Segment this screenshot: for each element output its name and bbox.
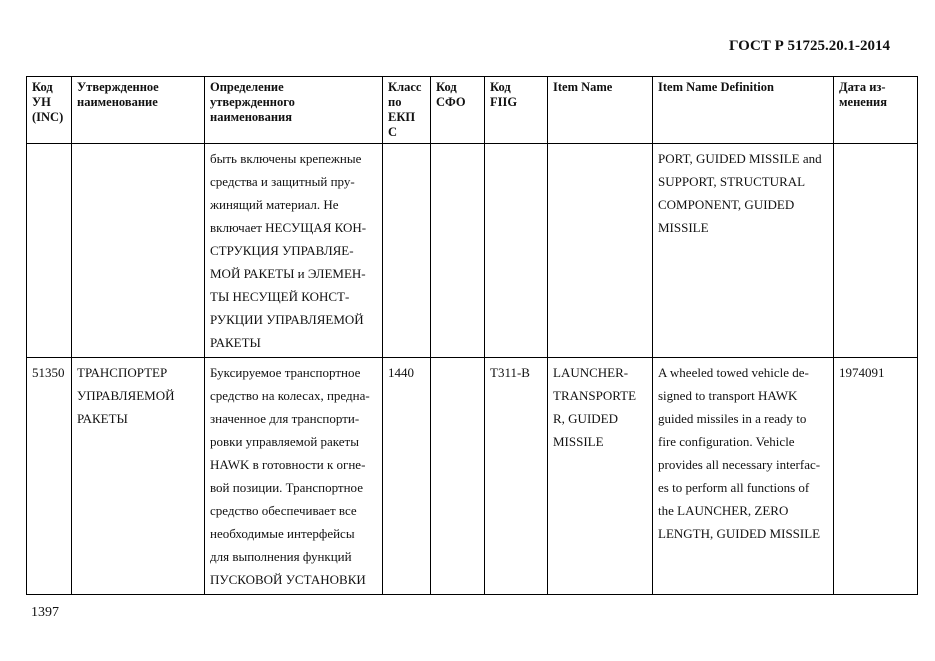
header-col-sfo-code (431, 77, 485, 144)
cell-line: TRANSPORTE (553, 388, 637, 403)
cell-line: вой позиции. Транспортное (210, 480, 363, 495)
header-line: утвержденного (210, 95, 295, 109)
cell-line: LAUNCHER- (553, 365, 629, 380)
cell-line: R, GUIDED (553, 411, 618, 426)
gost-table (26, 76, 918, 595)
cell-line: значенное для транспорти- (210, 411, 360, 426)
cell-inc: 51350 (27, 358, 72, 595)
cell-line: es to perform all functions of (658, 480, 810, 495)
cell-line: A wheeled towed vehicle de- (658, 365, 809, 380)
header-line: по (388, 95, 402, 109)
cell-definition (205, 144, 383, 358)
cell-line: Буксируемое транспортное (210, 365, 361, 380)
cell-sfo-code (431, 144, 485, 358)
header-line: наименования (210, 110, 293, 124)
header-line: Item Name (553, 80, 613, 94)
table-row (27, 358, 918, 595)
cell-line: РАКЕТЫ (77, 411, 128, 426)
cell-ekps-class (383, 144, 431, 358)
header-col-approved-name (72, 77, 205, 144)
cell-definition (205, 358, 383, 595)
header-col-inc (27, 77, 72, 144)
cell-line: ПУСКОВОЙ УСТАНОВКИ (210, 572, 366, 587)
cell-line: provides all necessary interfac- (658, 457, 821, 472)
cell-inc (27, 144, 72, 358)
cell-line: MISSILE (553, 434, 604, 449)
cell-line: SUPPORT, STRUCTURAL (658, 174, 806, 189)
cell-line: РАКЕТЫ (210, 335, 261, 350)
header-line: УН (32, 95, 51, 109)
header-line: Класс (388, 80, 422, 94)
cell-line: ровки управляемой ракеты (210, 434, 359, 449)
cell-line: жинящий материал. Не (210, 197, 339, 212)
cell-line: СТРУКЦИЯ УПРАВЛЯЕ- (210, 243, 354, 258)
header-line: Дата из- (839, 80, 886, 94)
cell-approved-name (72, 144, 205, 358)
cell-line: fire configuration. Vehicle (658, 434, 795, 449)
cell-line: signed to transport HAWK (658, 388, 798, 403)
cell-line: PORT, GUIDED MISSILE and (658, 151, 822, 166)
table-header-row (27, 77, 918, 144)
cell-fiig-code (485, 144, 548, 358)
header-col-definition (205, 77, 383, 144)
document-code: ГОСТ Р 51725.20.1-2014 (728, 38, 890, 54)
cell-line: HAWK в готовности к огне- (210, 457, 366, 472)
cell-line: быть включены крепежные (210, 151, 362, 166)
cell-line: МОЙ РАКЕТЫ и ЭЛЕМЕН- (210, 266, 366, 281)
header-line: FIIG (490, 95, 518, 109)
header-line: Код (490, 80, 511, 94)
cell-fiig-code: T311-B (485, 358, 548, 595)
header-col-item-name-definition (653, 77, 834, 144)
header-line: наименование (77, 95, 158, 109)
cell-sfo-code (431, 358, 485, 595)
cell-line: LENGTH, GUIDED MISSILE (658, 526, 821, 541)
cell-line: необходимые интерфейсы (210, 526, 355, 541)
header-line: менения (839, 95, 887, 109)
cell-item-name-definition (653, 358, 834, 595)
header-col-ekps-class (383, 77, 431, 144)
cell-line: the LAUNCHER, ZERO (658, 503, 789, 518)
cell-line: РУКЦИИ УПРАВЛЯЕМОЙ (210, 312, 364, 327)
cell-ekps-class: 1440 (383, 358, 431, 595)
header-line: Определение (210, 80, 284, 94)
cell-line: средства и защитный пру- (210, 174, 355, 189)
cell-approved-name (72, 358, 205, 595)
header-line: С (388, 125, 398, 139)
cell-line: средство на колесах, предна- (210, 388, 370, 403)
header-line: (INC) (32, 110, 64, 124)
table-row (27, 144, 918, 358)
cell-change-date: 1974091 (834, 358, 918, 595)
header-col-item-name (548, 77, 653, 144)
header-line: Код (436, 80, 457, 94)
header-col-fiig-code (485, 77, 548, 144)
cell-line: ТРАНСПОРТЕР (77, 365, 168, 380)
page-number: 1397 (31, 605, 59, 620)
header-line: Код (32, 80, 53, 94)
header-line: Утвержденное (77, 80, 159, 94)
cell-line: COMPONENT, GUIDED (658, 197, 795, 212)
cell-line: средство обеспечивает все (210, 503, 357, 518)
cell-item-name (548, 144, 653, 358)
cell-line: ТЫ НЕСУЩЕЙ КОНСТ- (210, 289, 350, 304)
cell-line: MISSILE (658, 220, 709, 235)
header-line: Item Name Definition (658, 80, 774, 94)
cell-item-name-definition (653, 144, 834, 358)
cell-line: для выполнения функций (210, 549, 352, 564)
cell-item-name (548, 358, 653, 595)
header-line: СФО (436, 95, 466, 109)
cell-line: включает НЕСУЩАЯ КОН- (210, 220, 367, 235)
cell-line: guided missiles in a ready to (658, 411, 807, 426)
cell-change-date (834, 144, 918, 358)
cell-line: УПРАВЛЯЕМОЙ (77, 388, 175, 403)
header-col-change-date (834, 77, 918, 144)
header-line: ЕКП (388, 110, 416, 124)
